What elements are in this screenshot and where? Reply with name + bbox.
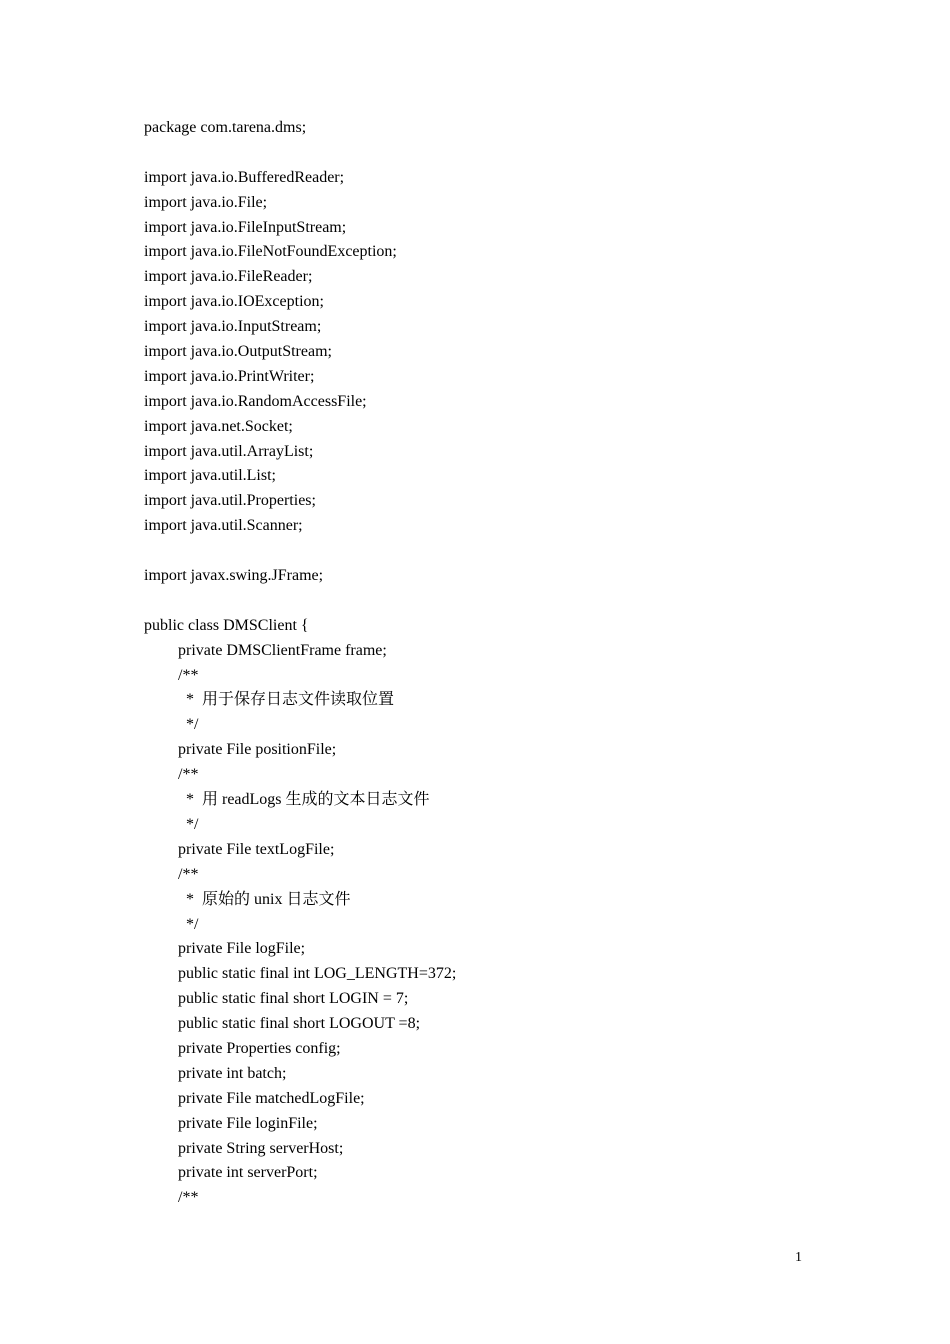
code-line: import java.util.Scanner; [144,517,303,535]
code-line: import java.io.IOException; [144,293,324,311]
code-line: private DMSClientFrame frame; [178,641,387,659]
code-line: import java.io.PrintWriter; [144,367,315,385]
code-line: import java.io.RandomAccessFile; [144,392,367,410]
code-line: */ [186,716,199,734]
page-number: 1 [795,1250,802,1265]
code-line: import java.util.List; [144,467,276,485]
code-line: private Properties config; [178,1039,341,1057]
code-line: /** [178,666,199,684]
blank-line [144,141,844,166]
code-line: private File logFile; [178,940,306,958]
code-line: */ [186,815,199,833]
code-line: private File loginFile; [178,1114,318,1132]
code-line: private String serverHost; [178,1139,344,1157]
code-line: import java.net.Socket; [144,417,293,435]
code-line: import java.io.BufferedReader; [144,168,345,186]
code-line: package com.tarena.dms; [144,119,307,136]
code-line: * 原始的 unix 日志文件 [186,890,351,908]
code-line: */ [186,915,199,933]
code-line: import java.io.InputStream; [144,318,322,336]
code-line: /** [178,865,199,883]
code-line: public static final short LOGOUT =8; [178,1015,421,1033]
code-line: private File textLogFile; [178,840,335,858]
code-line: public static final short LOGIN = 7; [178,990,409,1008]
code-line: private File positionFile; [178,741,337,759]
code-line: /** [178,1189,199,1207]
code-line: /** [178,766,199,784]
blank-line [144,589,844,614]
code-line: import java.io.OutputStream; [144,343,332,361]
code-line: import java.io.FileInputStream; [144,218,347,236]
code-line: import java.util.ArrayList; [144,442,314,460]
code-line: import javax.swing.JFrame; [144,567,324,585]
code-line: * 用于保存日志文件读取位置 [186,691,395,709]
code-line: private File matchedLogFile; [178,1089,365,1107]
blank-line [144,539,844,564]
code-line: import java.io.FileReader; [144,268,313,286]
code-line: import java.util.Properties; [144,492,316,510]
code-line: public static final int LOG_LENGTH=372; [178,965,457,983]
code-text-block [144,116,844,1211]
code-line: * 用 readLogs 生成的文本日志文件 [186,791,430,809]
code-line: public class DMSClient { [144,616,309,634]
code-line: private int serverPort; [178,1164,318,1182]
code-line: import java.io.FileNotFoundException; [144,243,397,261]
code-line: private int batch; [178,1064,287,1082]
code-line: import java.io.File; [144,193,268,211]
